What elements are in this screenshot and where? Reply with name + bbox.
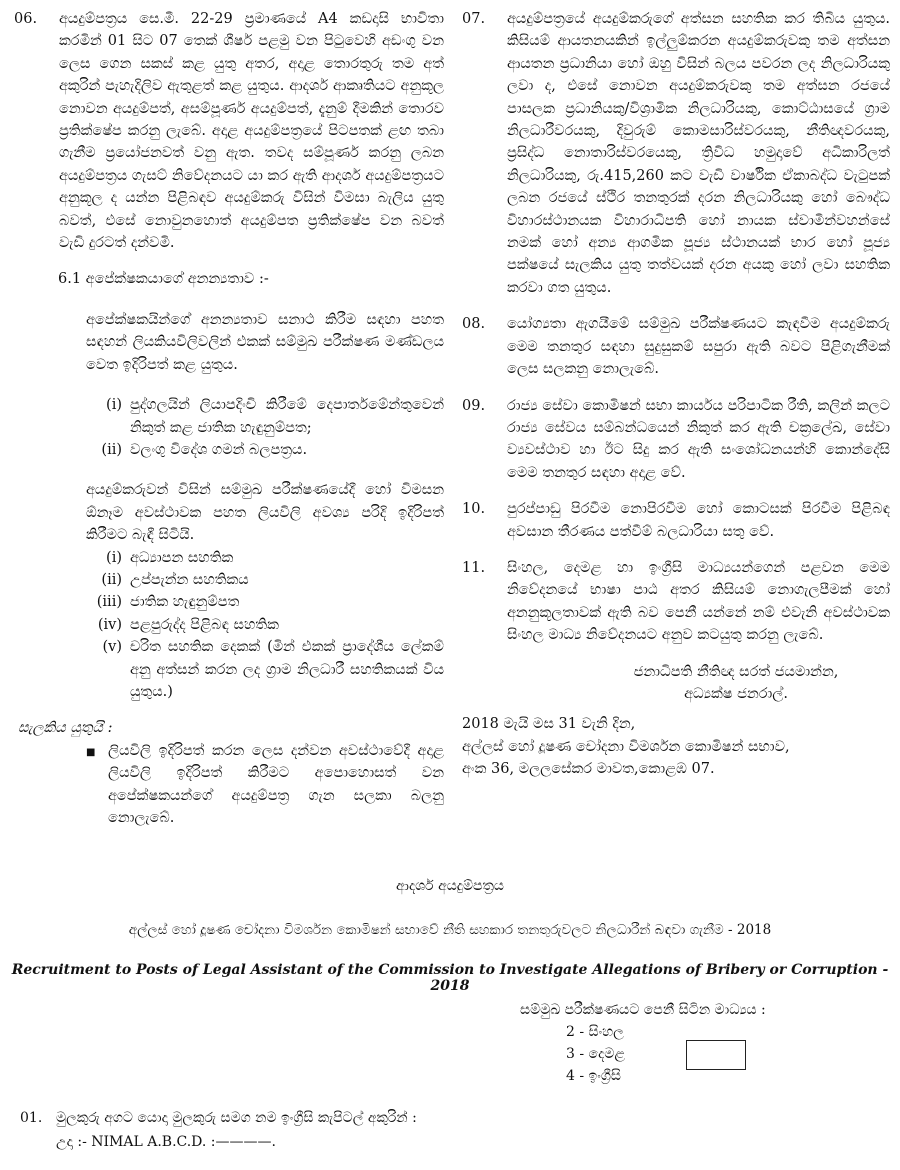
clause-number: 09. [462, 397, 486, 414]
signature-title: අධ්‍යක්ෂ ජනරාල්. [684, 685, 788, 702]
question-01-example: උදා :- NIMAL A.B.C.D. :————. [56, 1134, 276, 1150]
identity-paragraph: අපේක්ෂකයින්ගේ අනන්‍යතාව සනාථ කිරීම සඳහා පහත සඳහන් ලියකියවිලිවලින් එකක් සම්මුඛ පරීක්ෂණ මණ්ඩලය වෙත ඉදිරිපත් කළ යුතුය. [86, 311, 444, 373]
list-item: (iv) පළපුරුද්ද පිළිබඳ සහතික [97, 616, 279, 633]
english-form-title: Recruitment to Posts of Legal Assistant of the Commission to Investigate Allegations of Bribery or Corruption - 2018 [11, 962, 889, 994]
clause-11 [462, 557, 890, 647]
documents-list [86, 547, 444, 704]
identity-list [86, 394, 444, 461]
list-item: (iii) ජාතික හැඳුනුම්පත [96, 594, 240, 611]
address-block [462, 713, 890, 780]
office-line: අල්ලස් හෝ දූෂණ චෝදනා විමර්ශන කොමිෂන් සභාව, [462, 738, 790, 755]
clause-text: අයදුම්පත්‍රය සෙ.මී. 22-29 ප්‍රමාණයේ A4 කඩදාසි භාවිතා කරමින් 01 සිට 07 තෙක් ශීර්ෂ පළමු වන පිටුවෙහි අඩංගු වන ලෙස ගෙන සකස් කළ යුතු අතර, අදාළ තොරතුරු තම අත් අකුරින් පැහැදිලිව ඇතුළත් කළ යුතුය. ආදර්ශ ආකෘතියට අනුකූල නොවන අයදුම්පත්, අසම්පූර්ණ අයදුම්පත්, දැනුම් දීමකින් තොරව ප්‍රතික්ෂේප කරනු ලැබේ. අදාළ අයදුම්පත්‍රයේ පිටපතක් ළඟ තබා ගැනීම ප්‍රයෝජනවත් වනු ඇත. තවද සම්පූර්ණ කරනු ලබන අයදුම්පත්‍රය ගැසට් නිවේදනයට යා කර ඇති ආදර්ශ අයදුම්පත්‍රයට අනුකූල ද යන්න පිළිබඳව අයදුම්කරු විසින් විමසා බැලිය යුතු බවත්, එසේ නොවුනහොත් අයදුම්පත ප්‍රතික්ෂේප වන බවත් වැඩි දුරටත් දන්වමි. [59, 11, 444, 252]
note-heading: සැලකිය යුතුයි : [18, 720, 113, 737]
list-item: (v) චරිත සහතික දෙකක් (මින් එකක් ප්‍රාදේශීය ලේකම් අනු අත්සන් කරන ලද ග්‍රාම නිලධාරී සහතිකයක් විය යුතුය.) [102, 639, 444, 700]
clause-text: සිංහල, දෙමළ හා ඉංග්‍රීසි මාධ්‍යයන්ගෙන් පළවන මෙම නිවේදනයේ භාෂා පාඨ අතර කිසියම් නොගැලපීමක් හෝ අනනුකූලතාවක් ඇති බව පෙනී යන්නේ නම් එවැනි අවස්ථාවක සිංහල මාධ්‍ය නිවේදනයට අනුව කටයුතු කරනු ලැබේ. [507, 559, 890, 644]
medium-option-sinhala: 2 - සිංහල [566, 1024, 624, 1040]
note-text: ලියවිලි ඉදිරිපත් කරන ලෙස දන්වන අවස්ථාවේදී අදාළ ලියවිලි ඉදිරිපත් කිරීමට අපොහොසත් වන අපේක්ෂකයන්ගේ අයදුම්පත්‍ර ගැන සලකා බලනු නොලැබේ. [108, 742, 444, 826]
sinhala-form-title: අල්ලස් හෝ දූෂණ චෝදනා විමර්ශන කොමිෂන් සභාවේ නීති සහකාර තනතුරුවලට නිලධාරීන් බඳවා ගැනීම - 2018 [128, 922, 772, 938]
clause-text: අයදුම්පත්‍රයේ අයදුම්කරුගේ අත්සන සහතික කර තිබිය යුතුය. කිසියම් ආයතනයකින් ඉල්ලුම්කරන අයදුම්කරුවකු තම අත්සන ආයතන ප්‍රධානියා හෝ ඔහු විසින් බලය පවරන ලද නිලධාරියකු ලවා ද, එසේ නොවන අයදුම්කරුවකු තම අත්සන රජයේ පාසලක ප්‍රධානියකු/විශ්‍රාමික නිලධාරියකු, කොට්ඨාසයේ ග්‍රාම නිලධාරීවරයකු, දිවුරුම් කොමසාරිස්වරයකු, නීතිඥවරයකු, ප්‍රසිද්ධ නොතාරිස්වරයෙකු, ත්‍රිවිධ හමුදාවේ අධිකාරිලත් නිලධාරියකු, රු.415,260 කට වැඩි වාර්ෂික ඒකාබද්ධ වැටුපක් ලබන රජයේ ස්ථිර තනතුරක් දරන නිලධාරියකු හෝ බෞද්ධ විහාරස්ථානයක විහාරාධිපති හෝ නායක ස්වාමීන්වහන්සේ නමක් හෝ අන්‍ය ආගමික පූජ්‍ය ස්ථානයක් භාර හෝ පූජ්‍ය පක්ෂයේ සැලකිය යුතු තත්වයක් දරන අයකු හෝ ලවා සහතික කරවා ගත යුතුය. [507, 11, 890, 296]
clause-number: 10. [462, 501, 486, 518]
model-form-title: ආදර්ශ අයදුම්පත්‍රය [396, 878, 504, 894]
date-line: 2018 මැයි මස 31 වැනි දින, [462, 716, 636, 733]
list-item: (i) පුද්ගලයින් ලියාපදිංචි කිරීමේ දෙපාර්තමේන්තුවෙන් නිකුත් කළ ජාතික හැඳුනුම්පත; [106, 397, 444, 436]
clause-text: රාජ්‍ය සේවා කොමිෂන් සභා කාර්යය පරිපාටික රීති, කලින් කලට රාජ්‍ය සේවය සම්බන්ධයෙන් නිකුත් කර ඇති චක්‍රලේඛ, සේවා ව්‍යවස්ථාව හා ඊට සිදු කර ඇති සංශෝධනයන්හි කොන්දේසි මෙම තනතුර සඳහා අදාළ වේ. [507, 397, 890, 481]
clause-number: 07. [462, 11, 486, 27]
clause-number: 08. [462, 316, 486, 333]
documents-paragraph: අයදුම්කරුවන් විසින් සම්මුඛ පරීක්ෂණයේදී හෝ විමසන ඕනෑම අවස්ථාවක පහත ලියවිලි අවශ්‍ය පරිදි ඉදිරිපත් කිරීමට බැඳී සිටියි. [86, 482, 444, 544]
question-01-number: 01. [20, 1110, 43, 1126]
clause-06 [14, 8, 444, 254]
clause-08 [462, 313, 890, 380]
clause-number: 11. [462, 559, 486, 576]
list-item: (ii) වලංගු විදේශ ගමන් බලපත්‍රය. [101, 441, 308, 458]
clause-10 [462, 498, 890, 543]
street-line: අංක 36, මලලසේකර මාවත,කොළඹ 07. [462, 761, 715, 778]
clause-number: 06. [14, 11, 38, 27]
clause-text: පුරප්පාඩු පිරවීම නොපිරවීම හෝ කොටසක් පිරවීම පිළිබඳ අවසාන තීරණය පත්වීම් බලධාරියා සතු වේ. [507, 501, 890, 540]
section-6-1-label: 6.1 අපේක්ෂකයාගේ අනන්‍යතාව :- [58, 271, 269, 288]
list-item: (i) අධ්‍යාපන සහතික [106, 549, 234, 566]
left-column [14, 8, 444, 829]
right-column [462, 8, 890, 781]
list-item: (ii) උප්පැන්න සහතිකය [101, 571, 249, 588]
signature-name: ජනාධිපති නීතිඥ සරත් ජයමාන්න, [633, 663, 839, 680]
clause-09 [462, 395, 890, 485]
medium-code-box[interactable] [686, 1040, 746, 1070]
medium-option-english: 4 - ඉංග්‍රීසි [566, 1068, 621, 1084]
note-bullet [86, 740, 444, 830]
medium-label: සම්මුඛ පරීක්ෂණයට පෙනී සිටින මාධ්‍යය : [520, 1002, 766, 1018]
question-01-label: මුලකුරු අගට යොදා මුලකුරු සමග නම ඉංග්‍රීසි කැපිටල් අකුරින් : [56, 1110, 417, 1126]
clause-text: යෝග්‍යතා ඇගයීමේ සම්මුඛ පරීක්ෂණයට කැඳවීම අයදුම්කරු මෙම තනතුර සඳහා සුදුසුකම් සපුරා ඇති බවට පිළිගැනීමක් ලෙස සලකනු නොලැබේ. [507, 316, 890, 378]
bullet-icon: ■ [86, 746, 96, 758]
clause-07 [462, 8, 890, 299]
medium-option-tamil: 3 - දෙමළ [566, 1046, 626, 1062]
